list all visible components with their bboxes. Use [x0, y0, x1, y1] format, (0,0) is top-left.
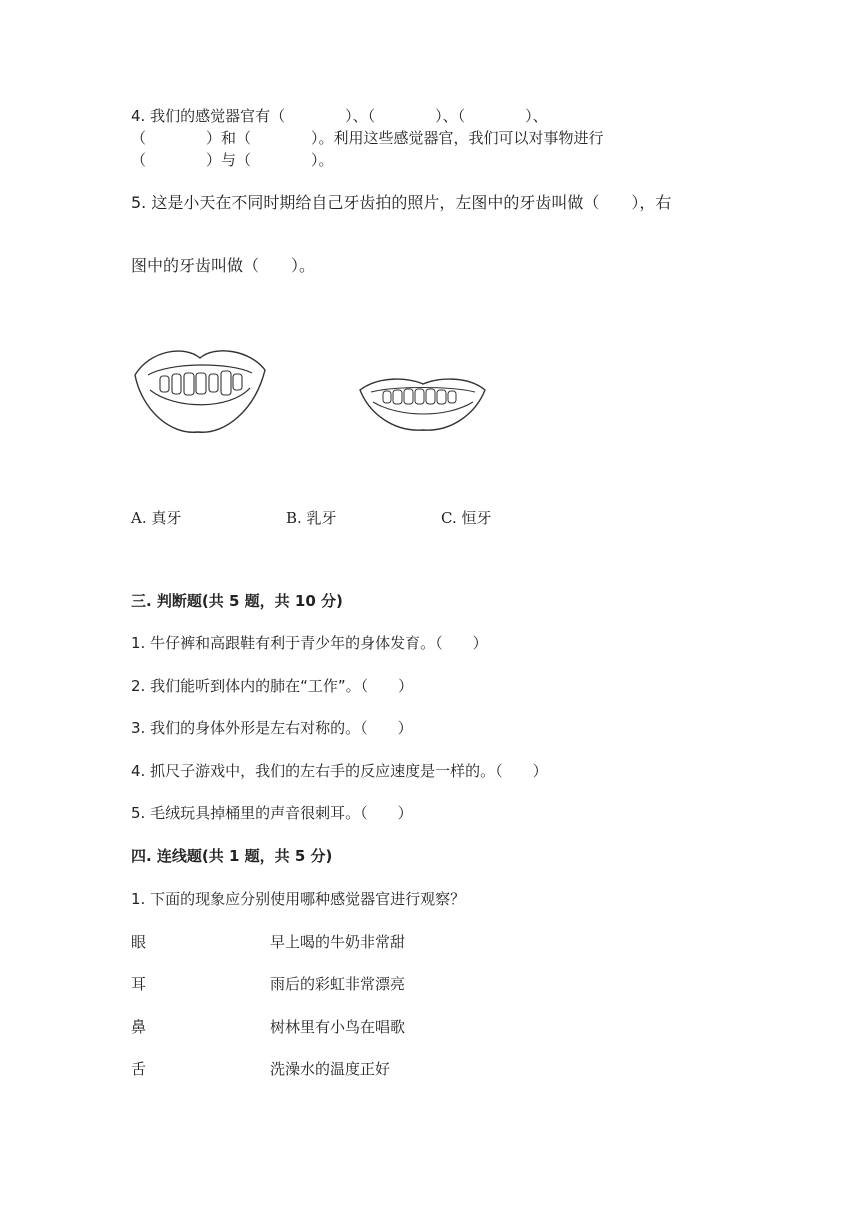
left-teeth-image: [130, 340, 270, 440]
match-section-title: 四. 连线题(共 1 题，共 5 分): [131, 847, 333, 865]
match-left-1: 眼: [131, 933, 147, 951]
judge-item-4: 4. 抓尺子游戏中，我们的左右手的反应速度是一样的。（ ）: [131, 762, 548, 780]
match-left-3: 鼻: [131, 1018, 147, 1036]
q5-line-1: 5. 这是小天在不同时期给自己牙齿拍的照片，左图中的牙齿叫做（ ），右: [131, 193, 672, 212]
q4-line-1: 4. 我们的感觉器官有（ ）、（ ）、（ ）、: [131, 107, 548, 125]
option-a: A. 真牙: [131, 509, 182, 527]
q4-line-2: （ ）和（ ）。利用这些感觉器官，我们可以对事物进行: [131, 129, 604, 147]
judge-item-3: 3. 我们的身体外形是左右对称的。（ ）: [131, 719, 413, 737]
match-right-4: 洗澡水的温度正好: [270, 1060, 391, 1078]
q4-line-3: （ ）与（ ）。: [131, 151, 334, 169]
judge-item-5: 5. 毛绒玩具掉桶里的声音很刺耳。（ ）: [131, 804, 413, 822]
match-right-3: 树林里有小鸟在唱歌: [270, 1018, 406, 1036]
match-right-2: 雨后的彩虹非常漂亮: [270, 975, 406, 993]
right-teeth-image: [355, 370, 490, 440]
match-left-2: 耳: [131, 975, 147, 993]
option-c: C. 恒牙: [441, 509, 492, 527]
judge-item-1: 1. 牛仔裤和高跟鞋有利于青少年的身体发育。（ ）: [131, 634, 488, 652]
judge-item-2: 2. 我们能听到体内的肺在“工作”。（ ）: [131, 677, 414, 695]
judge-section-title: 三. 判断题(共 5 题，共 10 分): [131, 592, 343, 610]
match-question: 1. 下面的现象应分别使用哪种感觉器官进行观察？: [131, 890, 466, 908]
q5-line-2: 图中的牙齿叫做（ ）。: [131, 256, 316, 275]
option-b: B. 乳牙: [286, 509, 337, 527]
match-right-1: 早上喝的牛奶非常甜: [270, 933, 406, 951]
match-left-4: 舌: [131, 1060, 147, 1078]
